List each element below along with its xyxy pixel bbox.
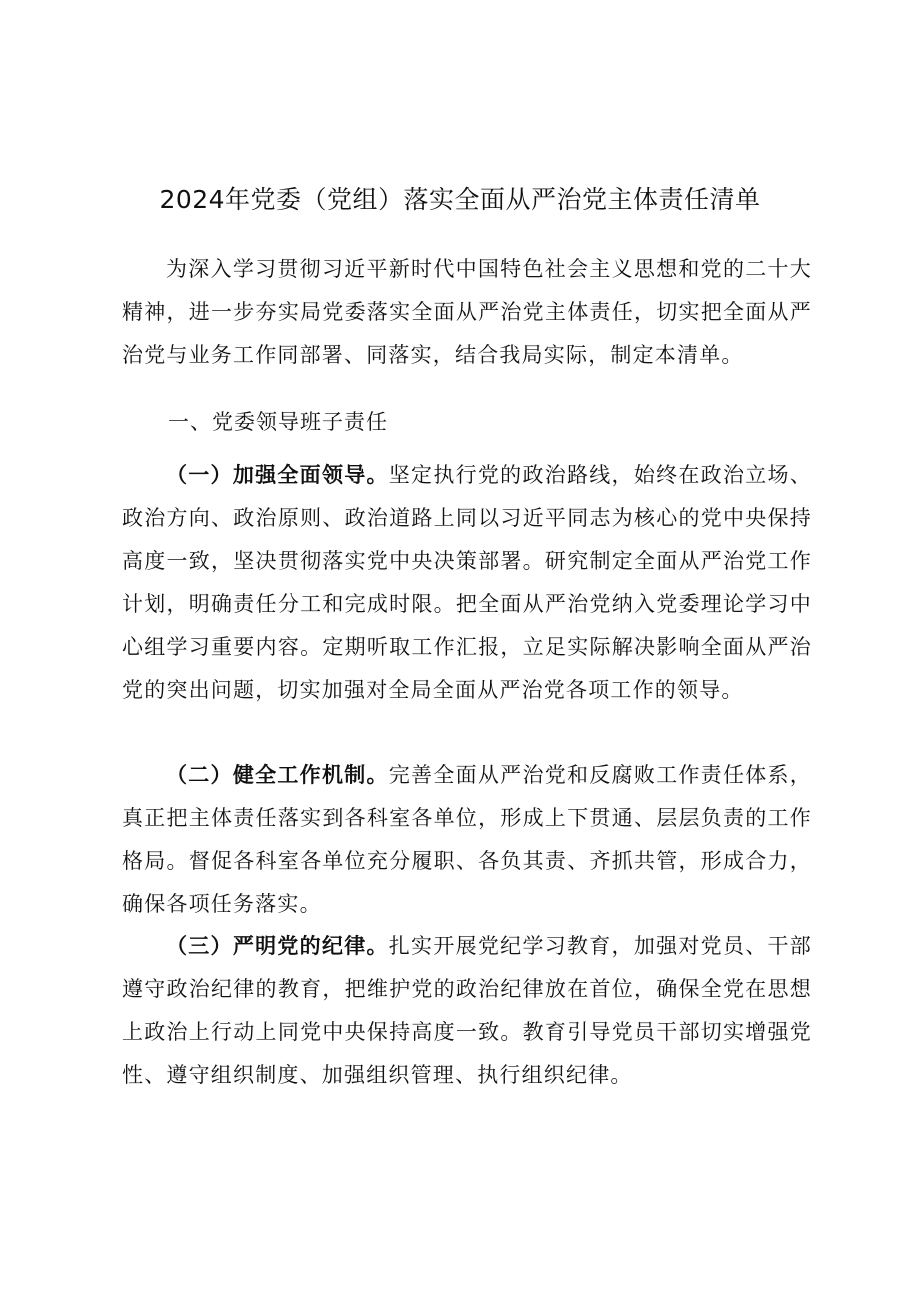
item-heading-2: （二）健全工作机制。 [166, 763, 389, 787]
intro-paragraph: 为深入学习贯彻习近平新时代中国特色社会主义思想和党的二十大精神，进一步夯实局党委落实全面从严治党主体责任，切实把全面从严治党与业务工作同部署、同落实，结合我局实际，制定本清单。 [122, 257, 812, 367]
section-heading: 一、党委领导班子责任 [168, 410, 388, 434]
item-text-2: 完善全面从严治党和反腐败工作责任体系，真正把主体责任落实到各科室各单位，形成上下贯通、层层负责的工作格局。督促各科室各单位充分履职、各负其责、齐抓共管，形成合力，确保各项任务落实。 [122, 763, 812, 916]
item-heading-1: （一）加强全面领导。 [166, 463, 389, 487]
document-title: 2024年党委（党组）落实全面从严治党主体责任清单 [159, 185, 761, 214]
item-heading-3: （三）严明党的纪律。 [166, 934, 389, 958]
item-paragraph-3 [122, 925, 812, 1097]
item-paragraph-1 [122, 454, 812, 712]
item-text-3: 扎实开展党纪学习教育，加强对党员、干部遵守政治纪律的教育，把维护党的政治纪律放在首位，确保全党在思想上政治上行动上同党中央保持高度一致。教育引导党员干部切实增强党性、遵守组织制度、加强组织管理、执行组织纪律。 [122, 934, 812, 1087]
item-text-1: 坚定执行党的政治路线，始终在政治立场、政治方向、政治原则、政治道路上同以习近平同志为核心的党中央保持高度一致，坚决贯彻落实党中央决策部署。研究制定全面从严治党工作计划，明确责任分工和完成时限。把全面从严治党纳入党委理论学习中心组学习重要内容。定期听取工作汇报，立足实际解决影响全面从严治党的突出问题，切实加强对全局全面从严治党各项工作的领导。 [122, 463, 812, 702]
item-paragraph-2 [122, 754, 812, 926]
